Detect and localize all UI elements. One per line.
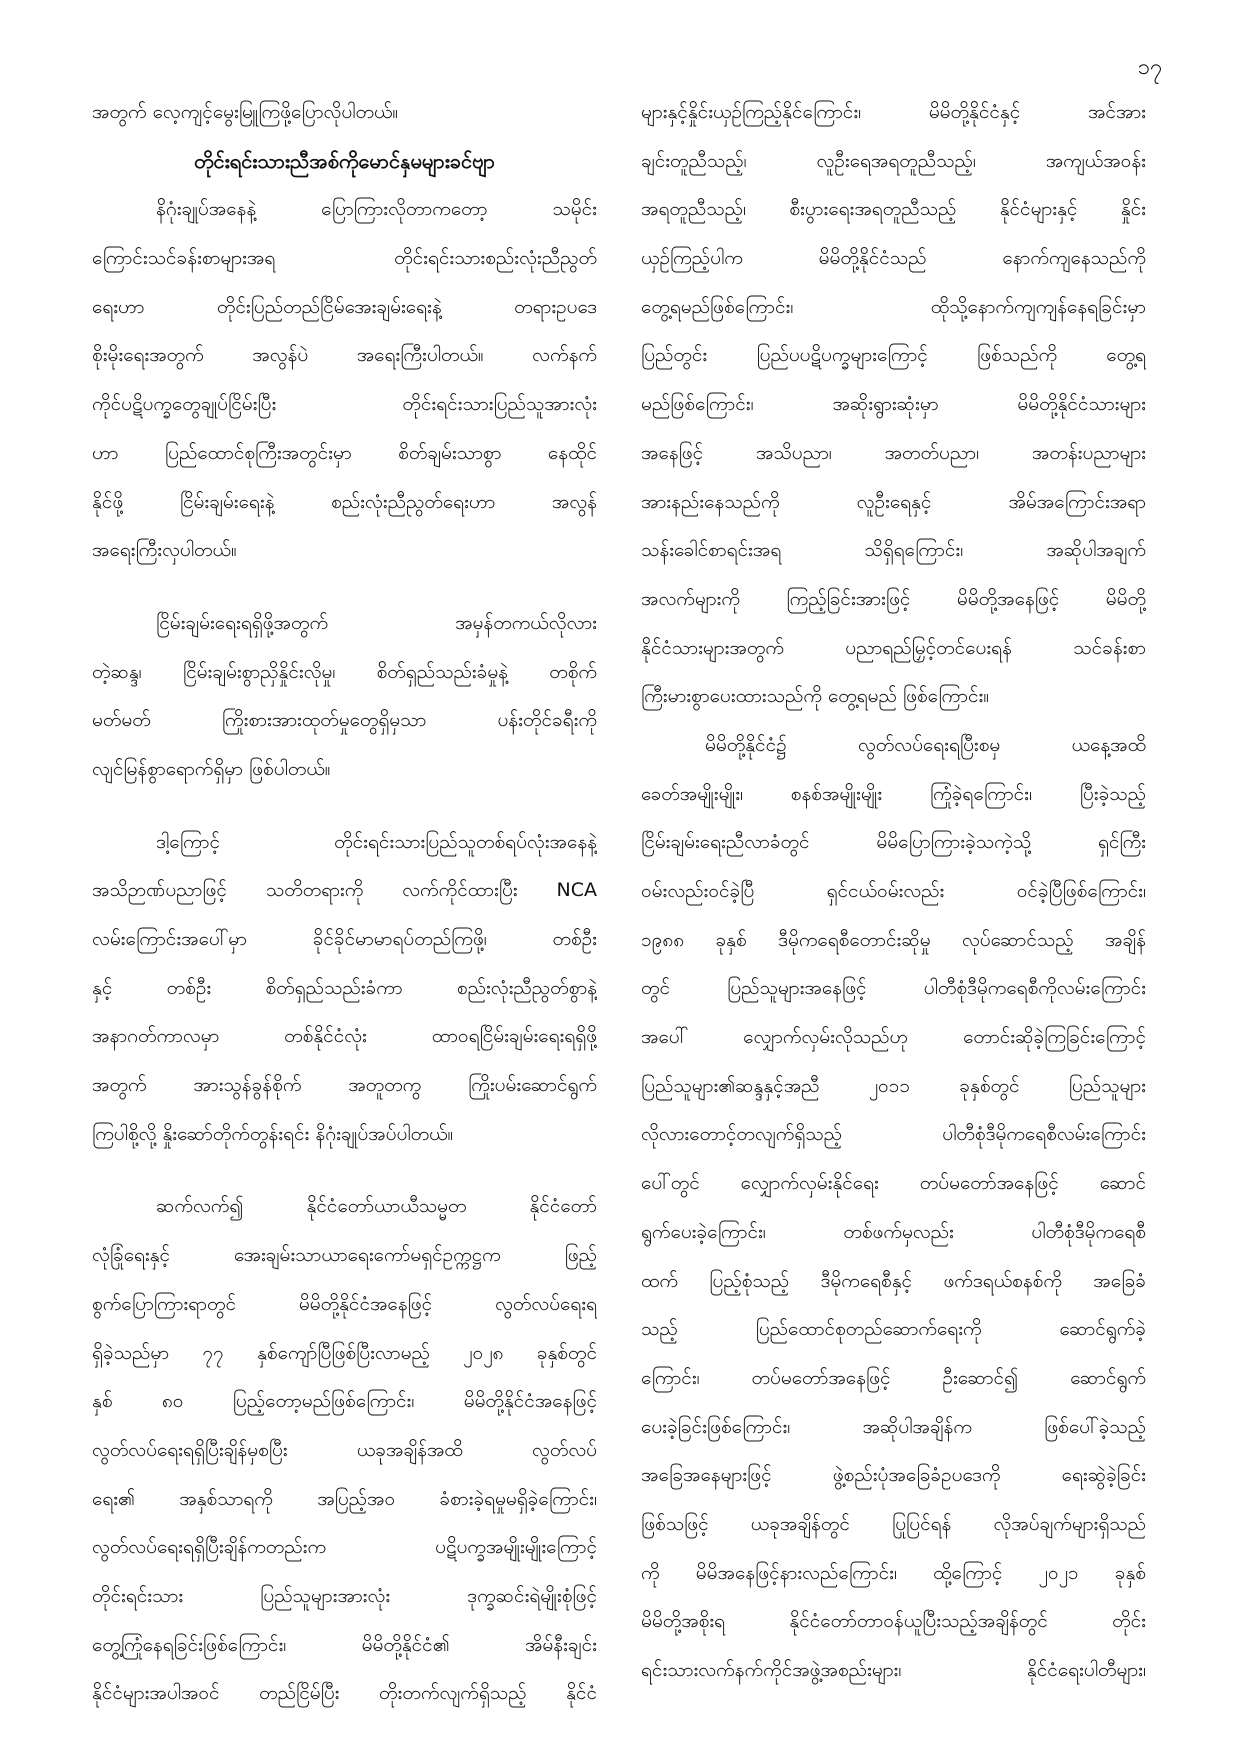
text-line: သန်းခေါင်စာရင်းအရ သိရှိရကြောင်း၊ အဆိုပါအချက် bbox=[641, 539, 1146, 562]
text-line: အတွက် အားသွန်ခွန်စိုက် အတူတကွ ကြိုးပမ်းဆောင်ရွက် bbox=[92, 1074, 597, 1097]
text-line: နှင့် တစ်ဦး စိတ်ရှည်သည်းခံကာ စည်းလုံးညီညွတ်စွာနဲ့ bbox=[92, 976, 597, 999]
text-line: နိုင်ဖို့ ငြိမ်းချမ်းရေးနဲ့ စည်းလုံးညီညွတ်ရေးဟာ အလွန် bbox=[92, 490, 597, 513]
text-line: ရွက်ပေးခဲ့ကြောင်း၊ တစ်ဖက်မှလည်း ပါတီစုံဒီမိုကရေစီ bbox=[641, 1220, 1146, 1243]
text-line: ဒါ့ကြောင့် တိုင်းရင်းသားပြည်သူတစ်ရပ်လုံးအနေနဲ့ bbox=[156, 830, 597, 853]
text-line: မိမိတို့နိုင်ငံ၌ လွတ်လပ်ရေးရပြီးစမှ ယနေ့အထိ bbox=[705, 733, 1146, 756]
text-line: အသိဉာဏ်ပညာဖြင့် သတိတရားကို လက်ကိုင်ထားပြီး NCA bbox=[92, 879, 597, 902]
paragraph bbox=[641, 88, 1146, 721]
text-line: မတ်မတ် ကြိုးစားအားထုတ်မှုတွေရှိမှသာ ပန်းတိုင်ခရီးကို bbox=[92, 709, 597, 732]
text-line: လျင်မြန်စွာရောက်ရှိမှာ ဖြစ်ပါတယ်။ bbox=[92, 757, 331, 780]
text-line: တဲ့ဆန္ဒ၊ ငြိမ်းချမ်းစွာညှိနှိုင်းလိုမှု၊ စိတ်ရှည်သည်းခံမှုနဲ့ တစိုက် bbox=[92, 660, 597, 683]
right-column bbox=[641, 88, 1146, 1695]
page-number: ၁၇ bbox=[1137, 55, 1163, 80]
text-line: ဖြစ်သဖြင့် ယခုအချိန်တွင် ပြုပြင်ရန် လိုအပ်ချက်များရှိသည် bbox=[641, 1512, 1146, 1535]
left-column bbox=[92, 88, 597, 1718]
text-line: သည့် ပြည်ထောင်စုတည်ဆောက်ရေးကို ဆောင်ရွက်ခဲ့ bbox=[641, 1318, 1146, 1341]
text-line: ပြည်တွင်း ပြည်ပပဋိပက္ခများကြောင့် ဖြစ်သည်ကို တွေ့ရ bbox=[641, 344, 1146, 367]
paragraph bbox=[92, 1182, 597, 1718]
text-line: အရေးကြီးလှပါတယ်။ bbox=[92, 539, 237, 562]
section-heading: တိုင်းရင်းသားညီအစ်ကိုမောင်နှမများခင်ဗျာ bbox=[194, 148, 495, 173]
text-line: ယှဉ်ကြည့်ပါက မိမိတို့နိုင်ငံသည် နောက်ကျနေသည်ကို bbox=[641, 247, 1146, 270]
text-line: အနေဖြင့် အသိပညာ၊ အတတ်ပညာ၊ အတန်းပညာများ bbox=[641, 441, 1146, 464]
paragraph-gap bbox=[92, 794, 597, 818]
text-line: ပေးခဲ့ခြင်းဖြစ်ကြောင်း၊ အဆိုပါအချိန်က ဖြစ်ပေါ်ခဲ့သည့် bbox=[641, 1415, 1146, 1438]
text-line: နိဂုံးချုပ်အနေနဲ့ ပြောကြားလိုတာကတော့ သမိုင်း bbox=[156, 198, 597, 221]
text-line: ထက် ပြည့်စုံသည့် ဒီမိုကရေစီနှင့် ဖက်ဒရယ်စနစ်ကို အခြေခံ bbox=[641, 1269, 1146, 1292]
paragraph bbox=[641, 721, 1146, 1695]
text-line: လွတ်လပ်ရေးရရှိပြီးချိန်မှစပြီး ယခုအချိန်အထိ လွတ်လပ် bbox=[92, 1438, 597, 1461]
paragraph-gap bbox=[92, 575, 597, 599]
text-line: များနှင့်နှိုင်းယှဉ်ကြည့်နိုင်ကြောင်း၊ မိမိတို့နိုင်ငံနှင့် အင်အား bbox=[641, 101, 1146, 123]
text-line: မိမိတို့အစိုးရ နိုင်ငံတော်တာဝန်ယူပြီးသည့်အချိန်တွင် တိုင်း bbox=[641, 1610, 1146, 1633]
text-line: တွေ့ကြုံနေရခြင်းဖြစ်ကြောင်း၊ မိမိတို့နိုင်ငံ၏ အိမ်နီးချင်း bbox=[92, 1633, 597, 1656]
text-line: ကြောင်း၊ တပ်မတော်အနေဖြင့် ဦးဆောင်၍ ဆောင်ရွက် bbox=[641, 1366, 1146, 1389]
text-line: ခေတ်အမျိုးမျိုး၊ စနစ်အမျိုးမျိုး ကြုံခဲ့ရကြောင်း၊ ပြီးခဲ့သည့် bbox=[641, 782, 1146, 805]
paragraph-gap bbox=[92, 1158, 597, 1182]
text-line: ငြိမ်းချမ်းရေးရရှိဖို့အတွက် အမှန်တကယ်လိုလား bbox=[156, 611, 597, 634]
text-line: စိုးမိုးရေးအတွက် အလွန်ပဲ အရေးကြီးပါတယ်။ လက်နက် bbox=[92, 344, 597, 367]
text-line: ကိုင်ပဋိပက္ခတွေချုပ်ငြိမ်းပြီး တိုင်းရင်းသားပြည်သူအားလုံး bbox=[92, 393, 597, 416]
text-line: စွက်ပြောကြားရာတွင် မိမိတို့နိုင်ငံအနေဖြင့် လွတ်လပ်ရေးရ bbox=[92, 1292, 597, 1315]
text-line: ရင်းသားလက်နက်ကိုင်အဖွဲ့အစည်းများ၊ နိုင်ငံရေးပါတီများ၊ bbox=[641, 1659, 1146, 1681]
text-line: ကြီးမားစွာပေးထားသည်ကို တွေ့ရမည် ဖြစ်ကြောင်း။ bbox=[641, 685, 990, 708]
text-line: လိုလားတောင့်တလျက်ရှိသည့် ပါတီစုံဒီမိုကရေစီလမ်းကြောင်း bbox=[641, 1123, 1146, 1146]
text-line: ရေး၏ အနှစ်သာရကို အပြည့်အဝ ခံစားခဲ့ရမှုမရှိခဲ့ကြောင်း၊ bbox=[92, 1487, 597, 1510]
text-line: လုံခြုံရေးနှင့် အေးချမ်းသာယာရေးကော်မရှင်ဥက္ကဋ္ဌက ဖြည့် bbox=[92, 1244, 597, 1267]
text-line: ရေးဟာ တိုင်းပြည်တည်ငြိမ်အေးချမ်းရေးနဲ့ တရားဥပဒေ bbox=[92, 295, 597, 318]
text-line: ရှိခဲ့သည်မှာ ၇၇ နှစ်ကျော်ပြီဖြစ်ပြီးလာမည့် ၂၀၂၈ ခုနှစ်တွင် bbox=[92, 1341, 597, 1364]
text-line: ဆက်လက်၍ နိုင်ငံတော်ယာယီသမ္မတ နိုင်ငံတော် bbox=[156, 1195, 597, 1218]
text-line: အခြေအနေများဖြင့် ဖွဲ့စည်းပုံအခြေခံဥပဒေကို ရေးဆွဲခဲ့ခြင်း bbox=[641, 1464, 1146, 1487]
text-line: တိုင်းရင်းသား ပြည်သူများအားလုံး ဒုက္ခဆင်းရဲမျိုးစုံဖြင့် bbox=[92, 1584, 597, 1607]
paragraph bbox=[92, 599, 597, 794]
text-line: ကြပါစို့လို့ နှိုးဆော်တိုက်တွန်းရင်း နိဂုံးချုပ်အပ်ပါတယ်။ bbox=[92, 1122, 454, 1145]
text-line: ငြိမ်းချမ်းရေးညီလာခံတွင် မိမိပြောကြားခဲ့သကဲ့သို့ ရှင်ကြီး bbox=[641, 831, 1146, 854]
paragraph bbox=[92, 185, 597, 575]
text-line: အလက်များကို ကြည့်ခြင်းအားဖြင့် မိမိတို့အနေဖြင့် မိမိတို့ bbox=[641, 587, 1146, 610]
text-line: အနာဂတ်ကာလမှာ တစ်နိုင်ငံလုံး ထာဝရငြိမ်းချမ်းရေးရရှိဖို့ bbox=[92, 1025, 597, 1048]
text-line: အရတူညီသည့်၊ စီးပွားရေးအရတူညီသည့် နိုင်ငံများနှင့် နှိုင်း bbox=[641, 198, 1146, 221]
paragraph bbox=[92, 88, 597, 137]
text-line: တွေ့ရမည်ဖြစ်ကြောင်း၊ ထိုသို့နောက်ကျကျန်နေရခြင်းမှာ bbox=[641, 295, 1146, 318]
text-line: နိုင်ငံများအပါအဝင် တည်ငြိမ်ပြီး တိုးတက်လျက်ရှိသည့် နိုင်ငံ bbox=[92, 1682, 597, 1705]
text-line: အတွက် လေ့ကျင့်မွေးမြူကြဖို့ပြောလိုပါတယ်။ bbox=[92, 101, 399, 123]
text-line: မည်ဖြစ်ကြောင်း၊ အဆိုးရွားဆုံးမှာ မိမိတို့နိုင်ငံသားများ bbox=[641, 393, 1146, 416]
text-line: ပြည်သူများ၏ဆန္ဒနှင့်အညီ ၂၀၁၁ ခုနှစ်တွင် ပြည်သူများ bbox=[641, 1074, 1146, 1097]
text-line: ချင်းတူညီသည့်၊ လူဦးရေအရတူညီသည့်၊ အကျယ်အဝန်း bbox=[641, 149, 1146, 172]
text-line: အားနည်းနေသည်ကို လူဦးရေနှင့် အိမ်အကြောင်းအရာ bbox=[641, 490, 1146, 513]
text-line: ပေါ်တွင် လျှောက်လှမ်းနိုင်ရေး တပ်မတော်အနေဖြင့် ဆောင် bbox=[641, 1172, 1146, 1195]
text-line: လမ်းကြောင်းအပေါ်မှာ ခိုင်ခိုင်မာမာရပ်တည်ကြဖို့၊ တစ်ဦး bbox=[92, 928, 597, 950]
text-line: ဝမ်းလည်းဝင်ခဲ့ပြီ ရှင်ငယ်ဝမ်းလည်း ဝင်ခဲ့ပြီဖြစ်ကြောင်း၊ bbox=[641, 880, 1146, 902]
text-line: ကြောင်းသင်ခန်းစာများအရ တိုင်းရင်းသားစည်းလုံးညီညွတ် bbox=[92, 247, 597, 270]
text-line: အပေါ် လျှောက်လှမ်းလိုသည်ဟု တောင်းဆိုခဲ့ကြခြင်းကြောင့် bbox=[641, 1026, 1146, 1049]
text-line: နှစ် ၈၀ ပြည့်တော့မည်ဖြစ်ကြောင်း၊ မိမိတို့နိုင်ငံအနေဖြင့် bbox=[92, 1390, 597, 1413]
text-line: ၁၉၈၈ ခုနှစ် ဒီမိုကရေစီတောင်းဆိုမှု လုပ်ဆောင်သည့် အချိန် bbox=[641, 928, 1146, 951]
paragraph bbox=[92, 818, 597, 1159]
text-line: လွတ်လပ်ရေးရရှိပြီးချိန်ကတည်းက ပဋိပက္ခအမျိုးမျိုးကြောင့် bbox=[92, 1536, 597, 1559]
text-line: ဟာ ပြည်ထောင်စုကြီးအတွင်းမှာ စိတ်ချမ်းသာစွာ နေထိုင် bbox=[92, 441, 597, 464]
text-line: ကို မိမိအနေဖြင့်နားလည်ကြောင်း၊ ထို့ကြောင့် ၂၀၂၁ ခုနှစ် bbox=[641, 1561, 1146, 1584]
text-line: နိုင်ငံသားများအတွက် ပညာရည်မြှင့်တင်ပေးရန် သင်ခန်းစာ bbox=[641, 636, 1146, 659]
text-line: တွင် ပြည်သူများအနေဖြင့် ပါတီစုံဒီမိုကရေစီကိုလမ်းကြောင်း bbox=[641, 977, 1146, 1000]
